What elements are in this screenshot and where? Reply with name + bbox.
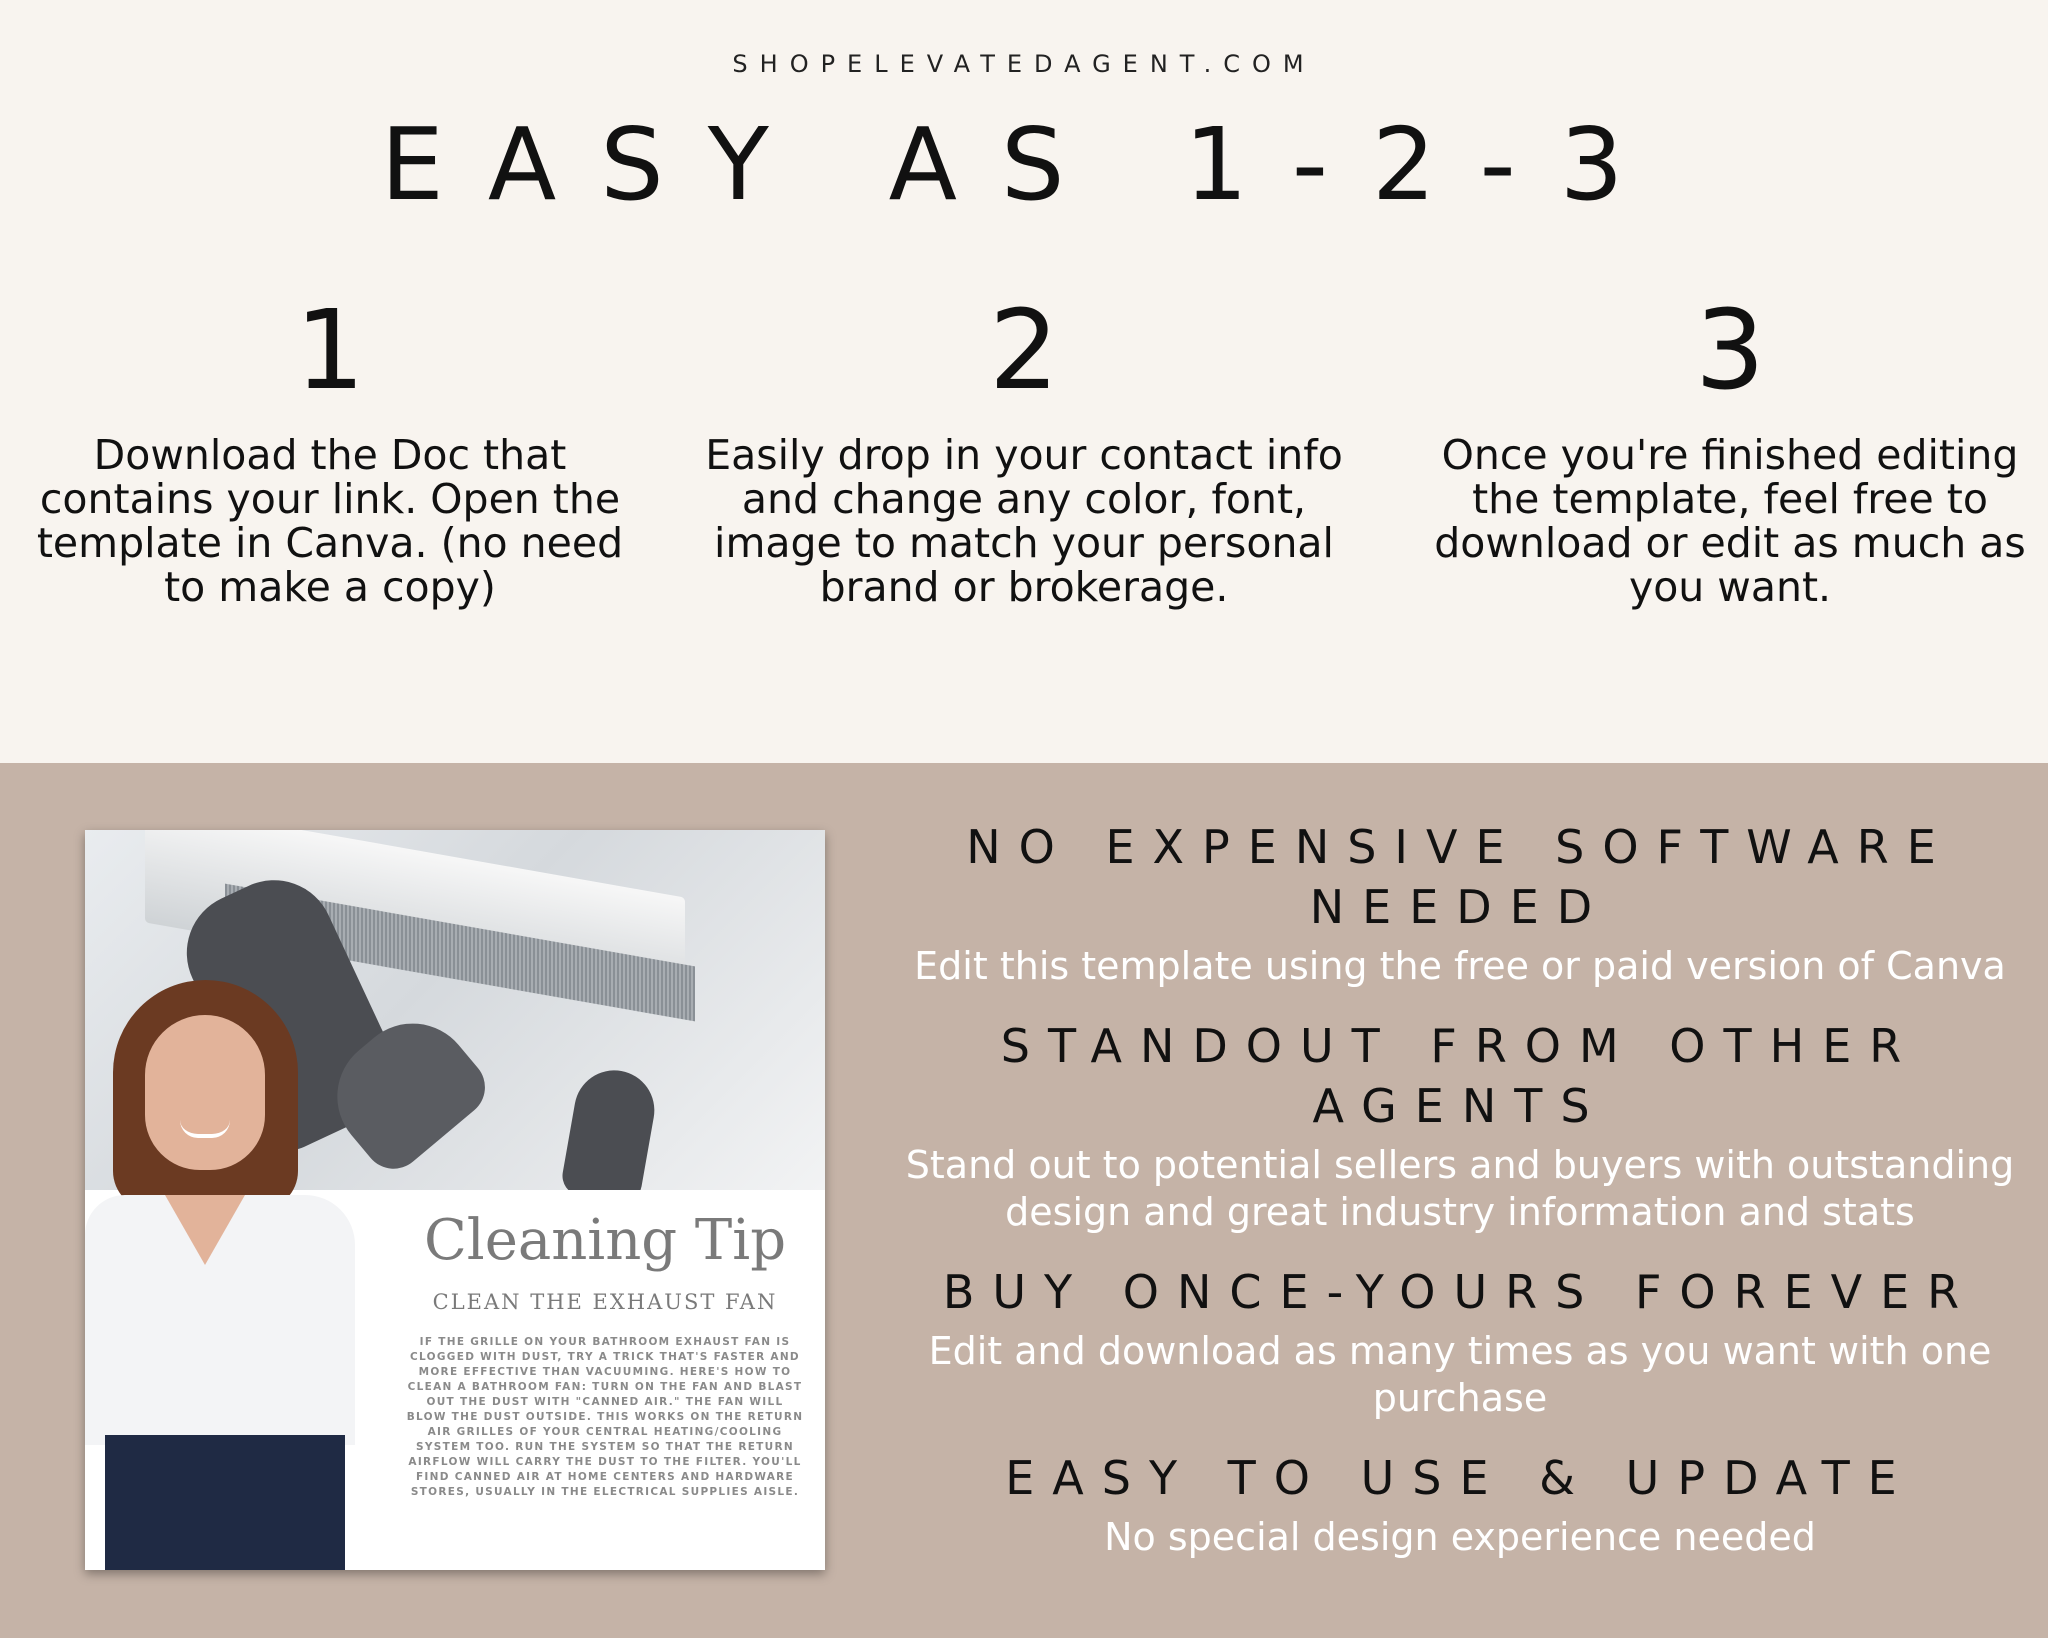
site-url: SHOPELEVATEDAGENT.COM	[732, 50, 1316, 78]
template-preview	[85, 830, 825, 1570]
headline: EASY AS 1-2-3	[380, 106, 1668, 223]
face-shape	[145, 1015, 265, 1170]
agent-photo	[85, 980, 375, 1570]
gloved-hand-shape	[559, 1064, 660, 1206]
feature-text: Edit this template using the free or paid version of Canva	[914, 944, 2006, 988]
skirt-shape	[105, 1435, 345, 1570]
tip-card	[385, 1190, 825, 1570]
feature-text: No special design experience needed	[1104, 1515, 1816, 1559]
step-number: 2	[989, 286, 1059, 414]
feature-text: Stand out to potential sellers and buyers with outstanding design and great industry information and stats	[905, 1143, 2015, 1234]
top-section	[0, 0, 2048, 763]
tip-subtitle: CLEAN THE EXHAUST FAN	[432, 1290, 778, 1314]
step-text: Download the Doc that contains your link. Open the template in Canva. (no need to make a copy)	[36, 431, 624, 611]
step-number: 1	[295, 286, 365, 414]
tip-title: Cleaning Tip	[423, 1208, 787, 1273]
feature-text: Edit and download as many times as you want with one purchase	[928, 1329, 1992, 1420]
features-list	[880, 817, 2040, 1587]
feature-heading: EASY TO USE & UPDATE	[1005, 1451, 1915, 1505]
tip-body: IF THE GRILLE ON YOUR BATHROOM EXHAUST FAN IS CLOGGED WITH DUST, TRY A TRICK THAT'S FASTER AND MORE EFFECTIVE THAN VACUUMING. HERE'S HOW TO CLEAN A BATHROOM FAN: TURN ON THE FAN AND BLAST OUT THE DUST WITH "CANNED AIR." THE FAN WILL BLOW THE DUST OUTSIDE. THIS WORKS ON THE RETURN AIR GRILLES OF YOUR CENTRAL HEATING/COOLING SYSTEM TOO. RUN THE SYSTEM SO THAT THE RETURN AIRFLOW WILL CARRY THE DUST TO THE FILTER. YOU'LL FIND CANNED AIR AT HOME CENTERS AND HARDWARE STORES, USUALLY IN THE ELECTRICAL SUPPLIES AISLE.	[406, 1336, 804, 1498]
feature-heading: STANDOUT FROM OTHER AGENTS	[1000, 1019, 1920, 1133]
step-number: 3	[1695, 286, 1765, 414]
step-2	[704, 286, 1344, 611]
step-text: Easily drop in your contact info and change any color, font, image to match your personal brand or brokerage.	[705, 431, 1343, 611]
step-1	[10, 286, 650, 611]
step-text: Once you're finished editing the template, feel free to download or edit as much as you want.	[1434, 431, 2026, 611]
feature-heading: NO EXPENSIVE SOFTWARE NEEDED	[966, 820, 1954, 934]
feature-heading: BUY ONCE-YOURS FOREVER	[942, 1265, 1978, 1319]
step-3	[1410, 286, 2048, 611]
